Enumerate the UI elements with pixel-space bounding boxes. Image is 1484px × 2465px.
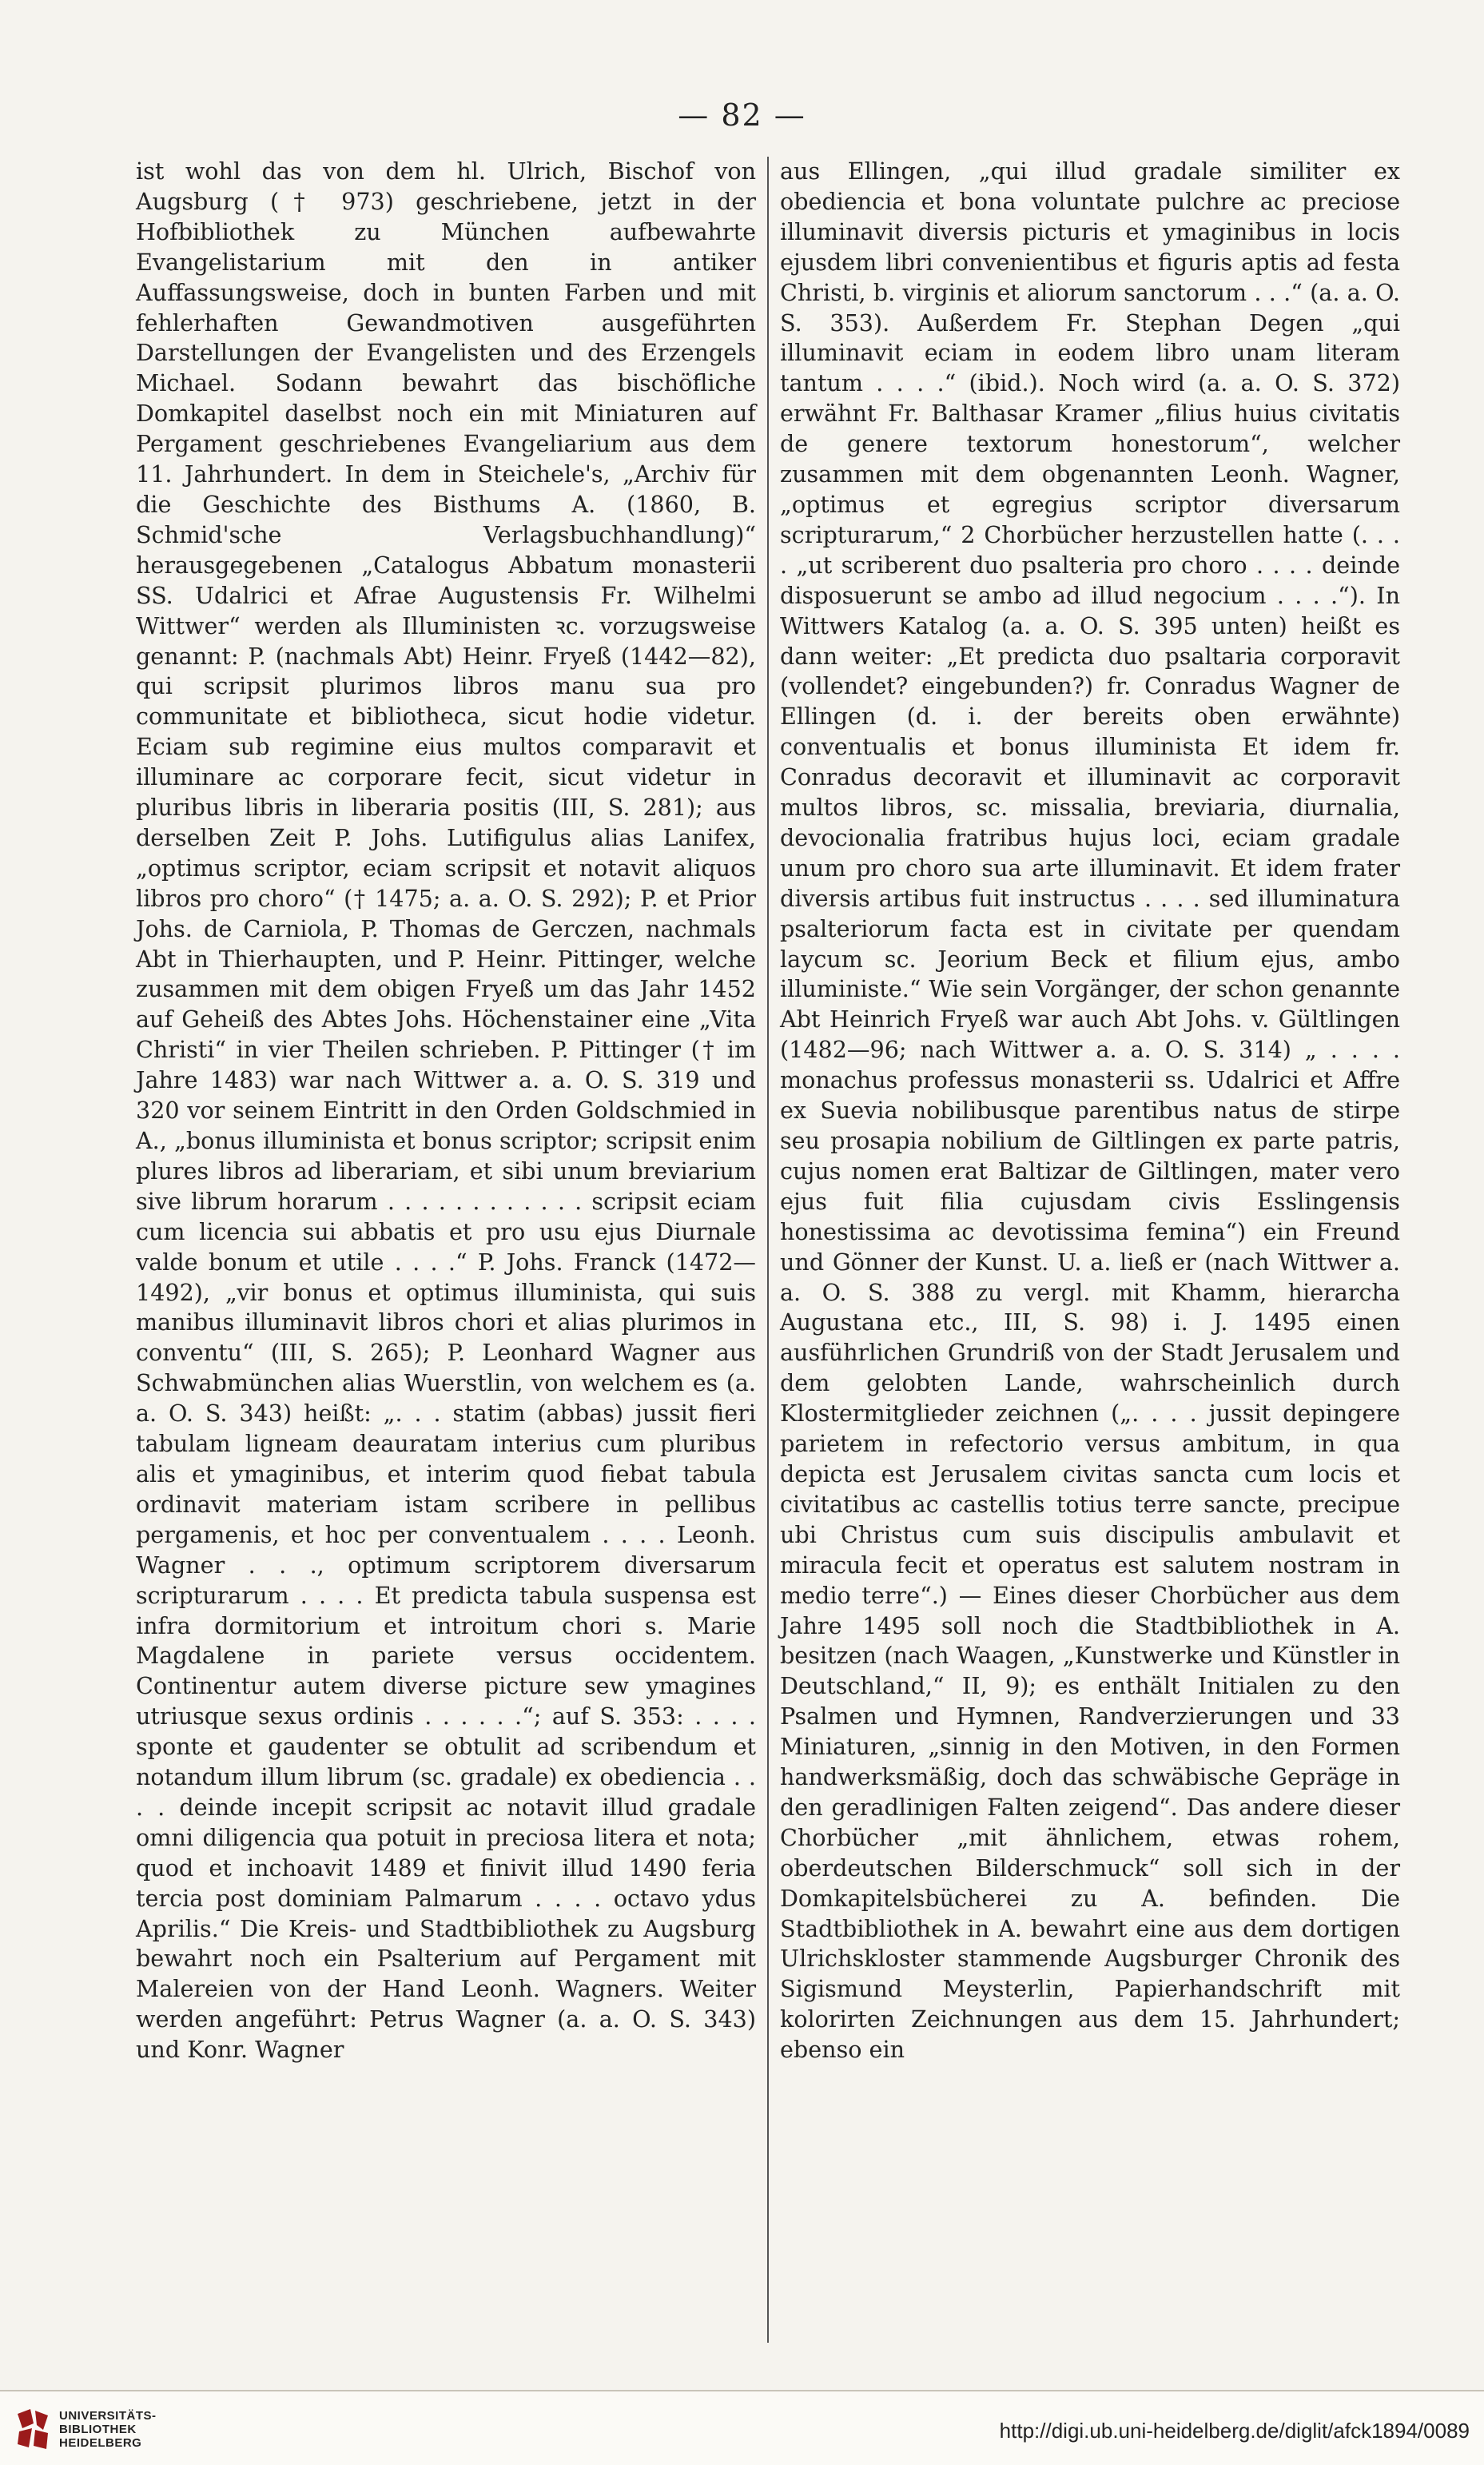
logo-line-1: UNIVERSITÄTS- xyxy=(59,2408,157,2423)
source-url-link[interactable]: http://digi.ub.uni-heidelberg.de/diglit/afck1894/0089 xyxy=(999,2419,1470,2443)
right-column xyxy=(780,157,1400,2065)
left-column-text: ist wohl das von dem hl. Ulrich, Bischof von Augsburg († 973) geschriebene, jetzt in der Hofbibliothek zu München aufbewahrte Evangelistarium mit den in antiker Auffassungsweise, doch in bunten Farben und mit fehlerhaften Gewandmotiven ausgeführten Darstellungen der Evangelisten und des Erzengels Michael. Sodann bewahrt das bischöfliche Domkapitel daselbst noch ein mit Miniaturen auf Pergament geschriebenes Evangeliarium aus dem 11. Jahrhundert. In dem in Steichele's, „Archiv für die Geschichte des Bisthums A. (1860, B. Schmid'sche Verlagsbuchhandlung)“ herausgegebenen „Catalogus Abbatum monasterii SS. Udalrici et Afrae Augustensis Fr. Wilhelmi Wittwer“ werden als Illuministen ꝛc. vorzugsweise genannt: P. (nachmals Abt) Heinr. Fryeß (1442—82), qui scripsit plurimos libros manu sua pro communitate et bibliotheca, sicut hodie videtur. Eciam sub regimine eius multos comparavit et illuminare ac corporare fecit, sicut videtur in pluribus libris in liberaria positis (III, S. 281); aus derselben Zeit P. Johs. Lutifigulus alias Lanifex, „optimus scriptor, eciam scripsit et notavit aliquos libros pro choro“ († 1475; a. a. O. S. 292); P. et Prior Johs. de Carniola, P. Thomas de Gerczen, nachmals Abt in Thierhaupten, und P. Heinr. Pittinger, welche zusammen mit dem obigen Fryeß um das Jahr 1452 auf Geheiß des Abtes Johs. Höchenstainer eine „Vita Christi“ in vier Theilen schrieben. P. Pittinger († im Jahre 1483) war nach Wittwer a. a. O. S. 319 und 320 vor seinem Eintritt in den Orden Goldschmied in A., „bonus illuminista et bonus scriptor; scripsit enim plures libros ad liberariam, et sibi unum breviarium sive librum horarum . . . . . . . . . . . . scripsit eciam cum licencia sui abbatis et pro usu ejus Diurnale valde bonum et utile . . . .“ P. Johs. Franck (1472—1492), „vir bonus et optimus illuminista, qui suis manibus illuminavit libros chori et alias plurimos in conventu“ (III, S. 265); P. Leonhard Wagner aus Schwabmünchen alias Wuerstlin, von welchem es (a. a. O. S. 343) heißt: „. . . statim (abbas) jussit fieri tabulam ligneam deauratam interius cum pluribus alis et ymaginibus, et interim quod fiebat tabula ordinavit materiam istam scribere in pellibus pergamenis, et hoc per conventualem . . . . Leonh. Wagner . . ., optimum scriptorem diversarum scripturarum . . . . Et predicta tabula suspensa est infra dormitorium et introitum chori s. Marie Magdalene in pariete versus occidentem. Continentur autem diverse picture sew ymagines utriusque sexus ordinis . . . . . .“; auf S. 353: . . . . sponte et gaudenter se obtulit ad scribendum et notandum illum librum (sc. gradale) ex obediencia . . . . deinde incepit scripsit ac notavit illud gradale omni diligencia qua potuit in preciosa litera et nota; quod et inchoavit 1489 et finivit illud 1490 feria tercia post dominiam Palmarum . . . . octavo ydus Aprilis.“ Die Kreis- und Stadtbibliothek zu Augsburg bewahrt noch ein Psalterium auf Pergament mit Malereien von der Hand Leonh. Wagners. Weiter werden angeführt: Petrus Wagner (a. a. O. S. 343) und Konr. Wagner xyxy=(136,157,756,2064)
column-divider xyxy=(767,157,769,2343)
library-logo[interactable] xyxy=(14,2407,157,2451)
logo-line-3: HEIDELBERG xyxy=(59,2435,142,2450)
seal-icon xyxy=(14,2407,51,2451)
footer-bar xyxy=(0,2390,1484,2465)
logo-line-2: BIBLIOTHEK xyxy=(59,2422,137,2436)
page-number: — 82 — xyxy=(678,98,806,133)
right-column-text: aus Ellingen, „qui illud gradale similiter ex obediencia et bona voluntate pulchre ac preciose illuminavit diversis picturis et ymaginibus in locis ejusdem libri convenientibus et figuris aptis ad festa Christi, b. virginis et aliorum sanctorum . . .“ (a. a. O. S. 353). Außerdem Fr. Stephan Degen „qui illuminavit eciam in eodem libro unam literam tantum . . . .“ (ibid.). Noch wird (a. a. O. S. 372) erwähnt Fr. Balthasar Kramer „filius huius civitatis de genere textorum honestorum“, welcher zusammen mit dem obgenannten Leonh. Wagner, „optimus et egregius scriptor diversarum scripturarum,“ 2 Chorbücher herzustellen hatte (. . . . „ut scriberent duo psalteria pro choro . . . . deinde disposuerunt se ambo ad illud negocium . . . .“). In Wittwers Katalog (a. a. O. S. 395 unten) heißt es dann weiter: „Et predicta duo psaltaria corporavit (vollendet? eingebunden?) fr. Conradus Wagner de Ellingen (d. i. der bereits oben erwähnte) conventualis et bonus illuminista Et idem fr. Conradus decoravit et illuminavit ac corporavit multos libros, sc. missalia, breviaria, diurnalia, devocionalia fratribus hujus loci, eciam gradale unum pro choro sua arte illuminavit. Et idem frater diversis artibus fuit instructus . . . . sed illuminatura psalteriorum facta est in civitate per quendam laycum sc. Jeorium Beck et filium ejus, ambo illuministe.“ Wie sein Vorgänger, der schon genannte Abt Heinrich Fryeß war auch Abt Johs. v. Gültlingen (1482—96; nach Wittwer a. a. O. S. 314) „ . . . . monachus professus monasterii ss. Udalrici et Affre ex Suevia nobilibusque parentibus natus de stirpe seu prosapia nobilium de Giltlingen ex parte patris, cujus nomen erat Baltizar de Giltlingen, mater vero ejus fuit filia cujusdam civis Esslingensis honestissima ac devotissima femina“) ein Freund und Gönner der Kunst. U. a. ließ er (nach Wittwer a. a. O. S. 388 zu vergl. mit Khamm, hierarcha Augustana etc., III, S. 98) i. J. 1495 einen ausführlichen Grundriß von der Stadt Jerusalem und dem gelobten Lande, wahrscheinlich durch Klostermitglieder zeichnen („. . . . jussit depingere parietem in refectorio versus ambitum, in qua depicta est Jerusalem civitas sancta cum locis et civitatibus ac castellis totius terre sancte, precipue ubi Christus cum suis discipulis ambulavit et miracula fecit et operatus est salutem nostram in medio terre“.) — Eines dieser Chorbücher aus dem Jahre 1495 soll noch die Stadtbibliothek in A. besitzen (nach Waagen, „Kunstwerke und Künstler in Deutschland,“ II, 9); es enthält Initialen zu den Psalmen und Hymnen, Randverzierungen und 33 Miniaturen, „sinnig in den Motiven, in den Formen handwerksmäßig, doch das schwäbische Gepräge in den geradlinigen Falten zeigend“. Das andere dieser Chorbücher „mit ähnlichem, etwas rohem, oberdeutschen Bilderschmuck“ soll sich in der Domkapitelsbücherei zu A. befinden. Die Stadtbibliothek in A. bewahrt eine aus dem dortigen Ulrichskloster stammende Augsburger Chronik des Sigismund Meysterlin, Papierhandschrift mit kolorirten Zeichnungen aus dem 15. Jahrhundert; ebenso ein xyxy=(780,157,1400,2064)
footer-rule xyxy=(0,2390,1484,2391)
logo-text xyxy=(59,2409,157,2450)
left-column xyxy=(136,157,756,2065)
